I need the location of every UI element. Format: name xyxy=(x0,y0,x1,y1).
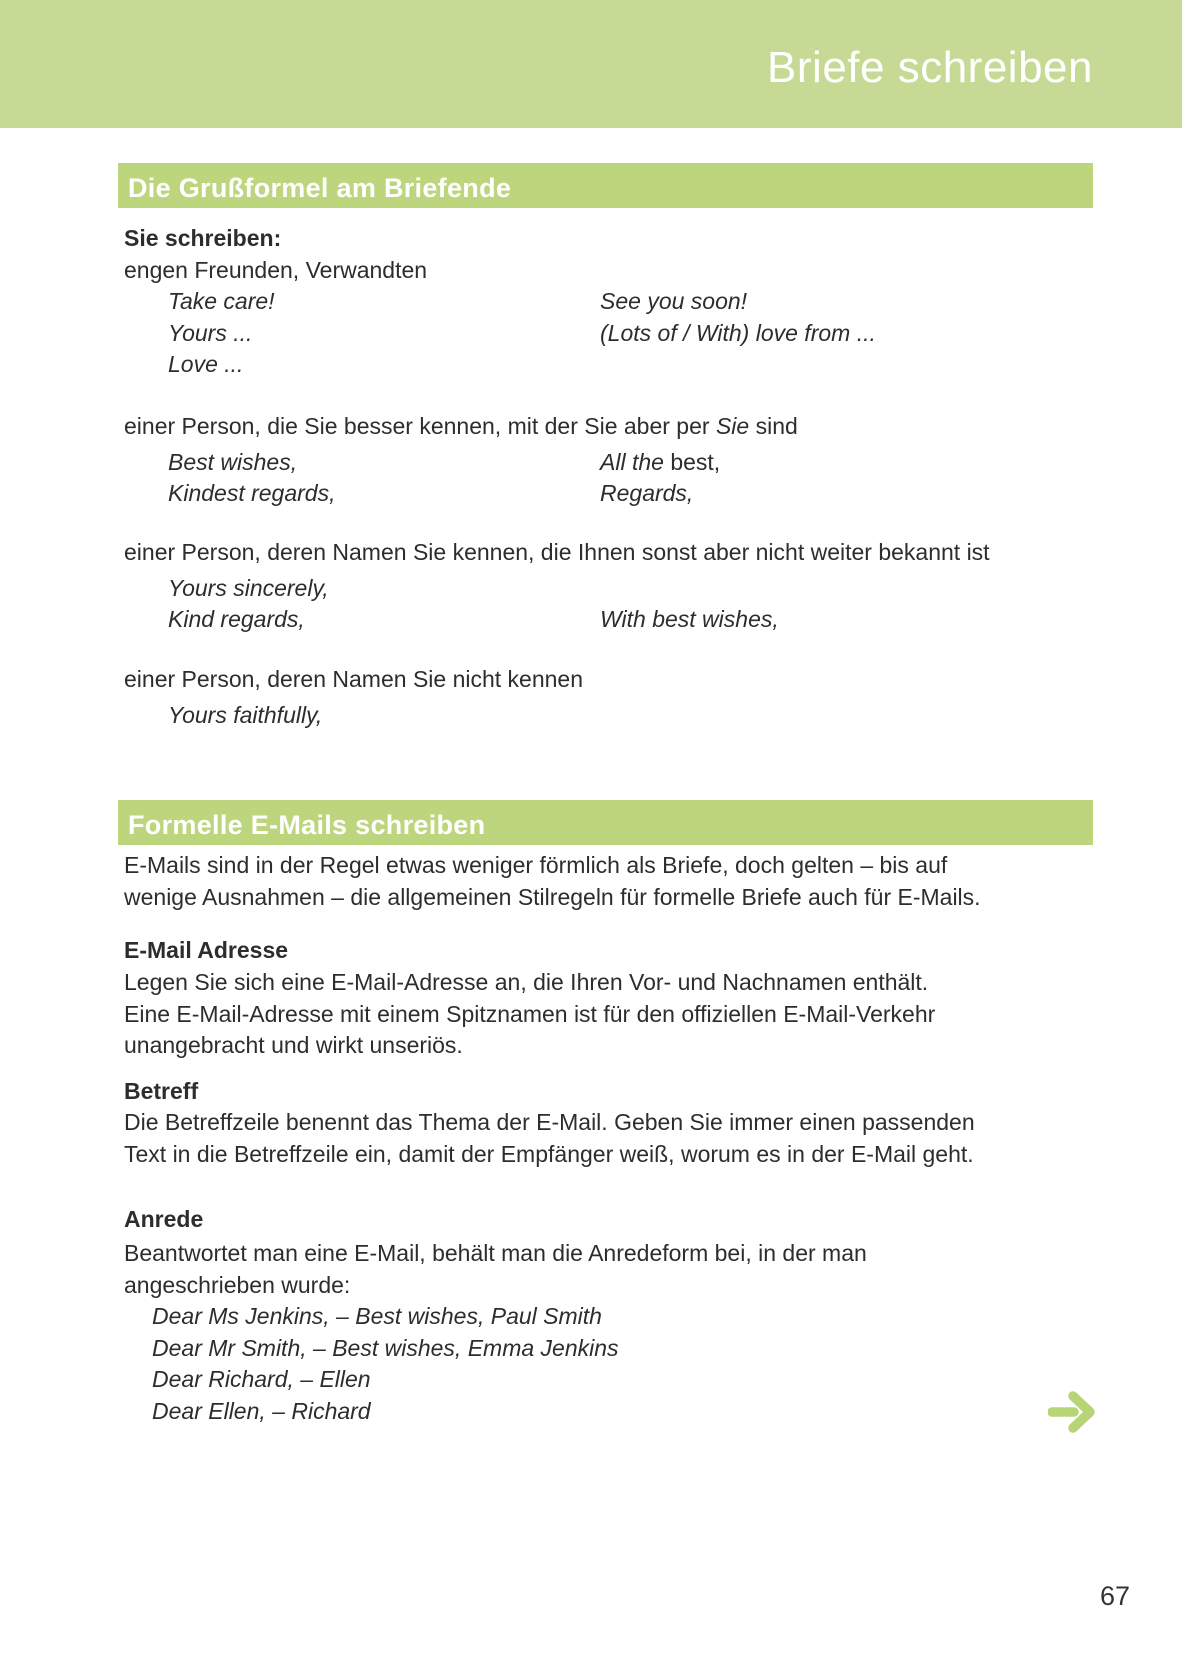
phrase-row xyxy=(124,700,1086,732)
page-header-banner xyxy=(0,0,1182,128)
phrase-row xyxy=(124,478,1086,510)
body-line: angeschrieben wurde: xyxy=(124,1271,351,1298)
page-number: 67 xyxy=(1100,1581,1131,1611)
example-line: Dear Ellen, – Richard xyxy=(152,1397,371,1424)
subsection-body-email-adresse xyxy=(124,967,1086,1062)
phrase-left: Take care! xyxy=(168,288,275,314)
greeting-group-friends xyxy=(124,223,1086,381)
phrase-left: Yours faithfully, xyxy=(168,701,323,728)
greeting-group-name-known xyxy=(124,537,1086,636)
phrase-left: Yours ... xyxy=(168,319,253,346)
phrase-right xyxy=(600,700,1086,732)
phrase-left: Yours sincerely, xyxy=(168,574,329,601)
group-label: einer Person, deren Namen Sie nicht kennen xyxy=(124,666,584,692)
section-header-grussformel xyxy=(118,163,1093,208)
phrase-row xyxy=(124,349,1086,381)
group-label: einer Person, deren Namen Sie kennen, die Ihnen sonst aber nicht weiter bekannt ist xyxy=(124,539,990,565)
lead-text: Sie schreiben: xyxy=(124,225,282,251)
greeting-group-known-person xyxy=(124,411,1086,510)
section-header-label: Formelle E-Mails schreiben xyxy=(128,810,486,840)
phrase-right: All the best, xyxy=(600,448,721,475)
subsection-title-betreff: Betreff xyxy=(124,1078,199,1104)
body-line: Eine E-Mail-Adresse mit einem Spitznamen ist für den offiziellen E-Mail-Verkehr xyxy=(124,1000,936,1027)
section-header-formelle-emails xyxy=(118,800,1093,845)
phrase-row xyxy=(124,447,1086,479)
subsection-body-anrede xyxy=(124,1238,1086,1301)
phrase-right: Regards, xyxy=(600,480,694,506)
phrase-right: (Lots of / With) love from ... xyxy=(600,319,876,346)
example-line: Dear Mr Smith, – Best wishes, Emma Jenkins xyxy=(152,1334,619,1361)
section-header-label: Die Grußformel am Briefende xyxy=(128,173,512,203)
group-label: einer Person, die Sie besser kennen, mit der Sie aber per Sie sind xyxy=(124,413,798,439)
phrase-row xyxy=(124,604,1086,636)
body-line: Text in die Betreffzeile ein, damit der Empfänger weiß, worum es in der E-Mail geht. xyxy=(124,1140,974,1167)
phrase-right: With best wishes, xyxy=(600,606,779,632)
next-page-arrow-icon xyxy=(1048,1390,1096,1434)
intro-line: E-Mails sind in der Regel etwas weniger förmlich als Briefe, doch gelten – bis auf xyxy=(124,852,948,878)
body-line: Die Betreffzeile benennt das Thema der E-Mail. Geben Sie immer einen passenden xyxy=(124,1109,975,1135)
phrase-right: See you soon! xyxy=(600,288,748,314)
intro-line: wenige Ausnahmen – die allgemeinen Stilregeln für formelle Briefe auch für E-Mails. xyxy=(124,883,981,910)
page-title: Briefe schreiben xyxy=(767,43,1093,92)
body-line: Beantwortet man eine E-Mail, behält man die Anredeform bei, in der man xyxy=(124,1240,867,1266)
greeting-group-name-unknown xyxy=(124,664,1086,731)
example-line: Dear Ms Jenkins, – Best wishes, Paul Smith xyxy=(152,1303,602,1329)
group-label-text: engen Freunden, Verwandten xyxy=(124,256,428,283)
phrase-left: Love ... xyxy=(168,351,244,377)
phrase-left: Kind regards, xyxy=(168,606,305,632)
example-line: Dear Richard, – Ellen xyxy=(152,1366,371,1392)
phrase-row xyxy=(124,286,1086,318)
subsection-title-email-adresse: E-Mail Adresse xyxy=(124,937,289,963)
section2-intro xyxy=(124,850,1086,913)
subsection-body-betreff xyxy=(124,1107,1086,1170)
phrase-left: Best wishes, xyxy=(168,448,298,475)
body-line: Legen Sie sich eine E-Mail-Adresse an, die Ihren Vor- und Nachnamen enthält. xyxy=(124,969,929,995)
phrase-row xyxy=(124,573,1086,605)
phrase-right xyxy=(600,349,1086,381)
subsection-title-anrede: Anrede xyxy=(124,1206,204,1232)
anrede-examples xyxy=(124,1301,1114,1427)
body-line: unangebracht und wirkt unseriös. xyxy=(124,1032,463,1058)
phrase-row xyxy=(124,318,1086,350)
phrase-left: Kindest regards, xyxy=(168,480,336,506)
phrase-right xyxy=(600,573,1086,605)
group-label xyxy=(124,255,1086,287)
